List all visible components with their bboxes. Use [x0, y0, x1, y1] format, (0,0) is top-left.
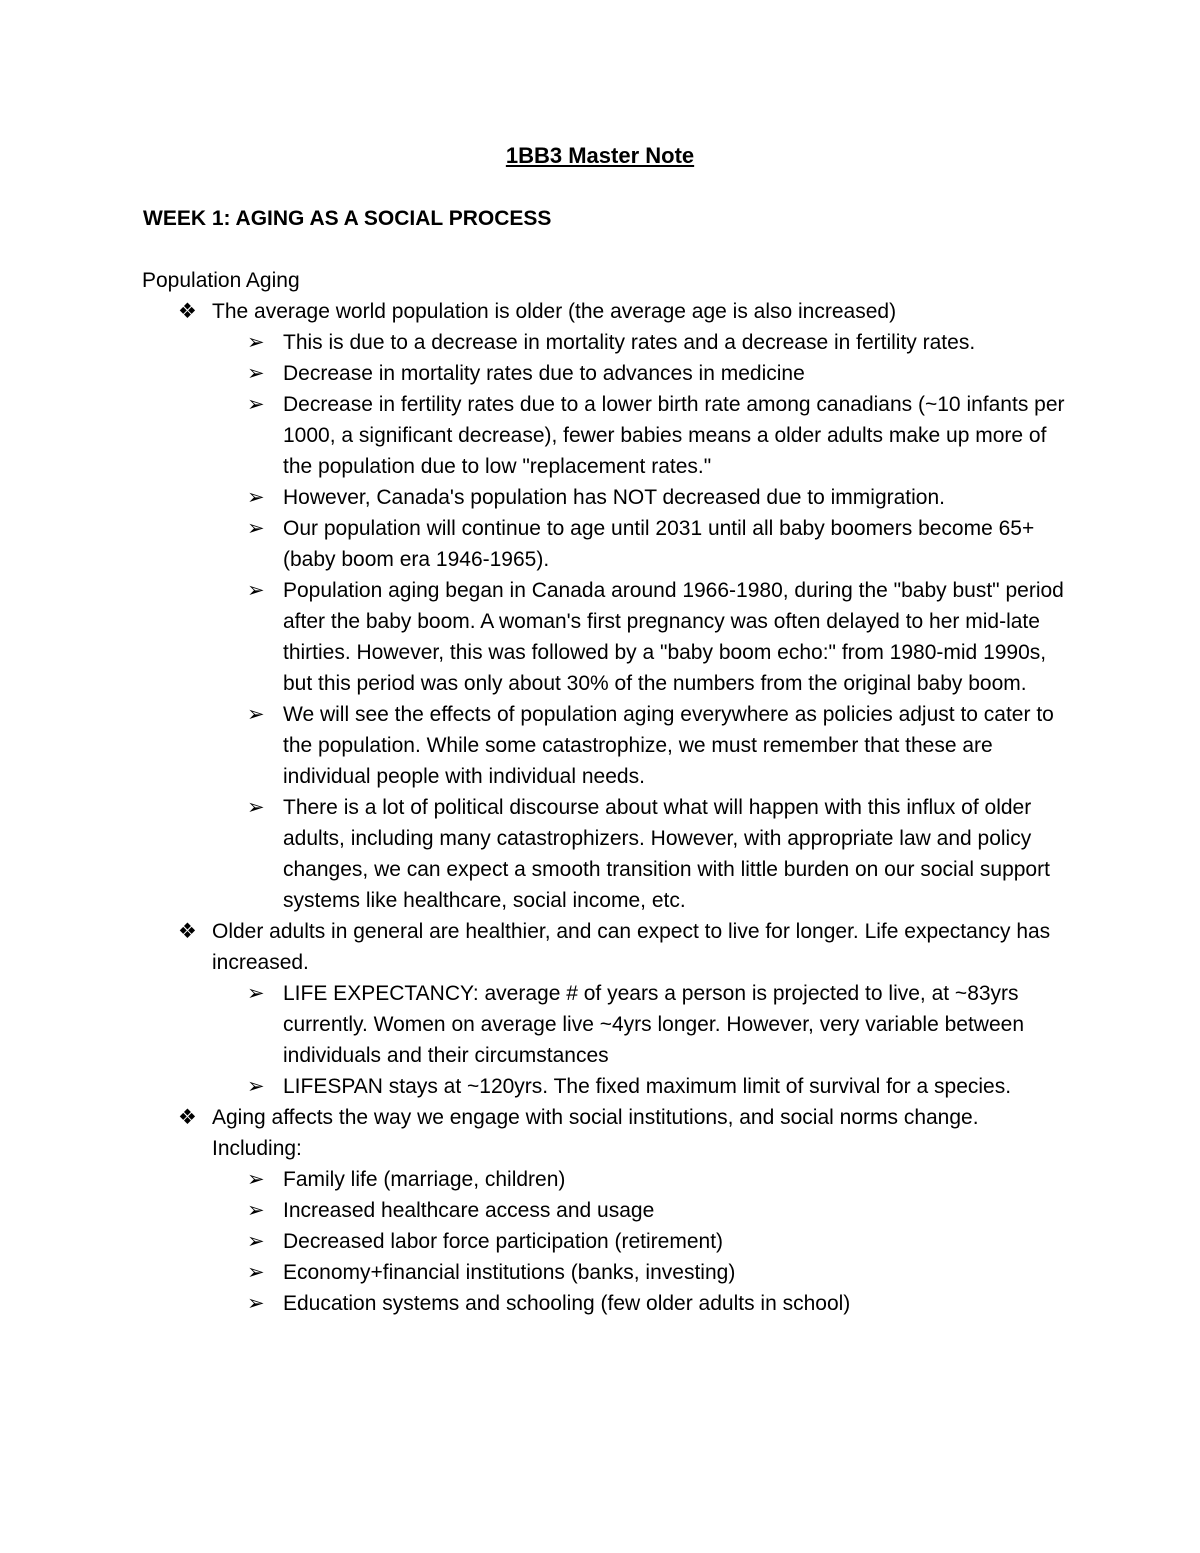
arrow-bullet-icon: ➢: [247, 486, 265, 509]
sub-bullet-text: Population aging began in Canada around 1966-1980, during the "baby bust" period after the baby boom. A woman's first pregnancy was often delayed to her mid-late thirties. However, this was followed by a "baby boom echo:" from 1980-mid 1990s, but this period was only about 30% of the numbers from the original baby boom.: [283, 579, 1064, 695]
sub-bullet-item: [0, 389, 1073, 482]
sub-bullet-item: [0, 1288, 1073, 1319]
sub-bullet-text: Our population will continue to age until 2031 until all baby boomers become 65+ (baby boom era 1946-1965).: [283, 517, 1035, 571]
arrow-bullet-icon: ➢: [247, 982, 265, 1005]
arrow-bullet-icon: ➢: [247, 796, 265, 819]
sub-bullet-item: [0, 1257, 1073, 1288]
arrow-bullet-icon: ➢: [247, 331, 265, 354]
sub-bullet-text: Family life (marriage, children): [283, 1168, 566, 1191]
sub-bullet-item: [0, 482, 1073, 513]
sub-bullet-item: [0, 978, 1073, 1071]
sub-bullet-item: [0, 327, 1073, 358]
sub-bullet-text: LIFE EXPECTANCY: average # of years a person is projected to live, at ~83yrs currently. Women on average live ~4yrs longer. However, very variable between individuals and their circumstances: [283, 982, 1025, 1067]
bullet-text: Older adults in general are healthier, and can expect to live for longer. Life expectancy has increased.: [212, 920, 1051, 974]
arrow-bullet-icon: ➢: [247, 1199, 265, 1222]
sub-bullet-item: [0, 1071, 1073, 1102]
diamond-bullet-icon: ❖: [178, 300, 197, 323]
section-heading: Population Aging: [142, 269, 300, 292]
sub-bullet-item: [0, 699, 1073, 792]
sub-bullet-text: Decreased labor force participation (retirement): [283, 1230, 724, 1253]
arrow-bullet-icon: ➢: [247, 1261, 265, 1284]
sub-bullet-item: [0, 1164, 1073, 1195]
arrow-bullet-icon: ➢: [247, 1230, 265, 1253]
bullet-item: [0, 1102, 1072, 1164]
sub-bullet-text: There is a lot of political discourse about what will happen with this influx of older adults, including many catastrophizers. However, with appropriate law and policy changes, we can expect a smooth transition with little burden on our social support systems like healthcare, social income, etc.: [283, 796, 1050, 912]
bullet-item: [0, 916, 1072, 978]
arrow-bullet-icon: ➢: [247, 393, 265, 416]
bullet-text: Aging affects the way we engage with social institutions, and social norms change. Including:: [212, 1106, 979, 1160]
bullet-text: The average world population is older (the average age is also increased): [212, 300, 897, 323]
sub-bullet-item: [0, 1226, 1073, 1257]
arrow-bullet-icon: ➢: [247, 1168, 265, 1191]
sub-bullet-item: [0, 1195, 1073, 1226]
sub-bullet-item: [0, 792, 1073, 916]
sub-bullet-text: Economy+financial institutions (banks, investing): [283, 1261, 736, 1284]
arrow-bullet-icon: ➢: [247, 517, 265, 540]
sub-bullet-text: Decrease in fertility rates due to a lower birth rate among canadians (~10 infants per 1000, a significant decrease), fewer babies means a older adults make up more of the population due to low "replacement rates.": [283, 393, 1065, 478]
arrow-bullet-icon: ➢: [247, 703, 265, 726]
document-title: 1BB3 Master Note: [505, 143, 695, 168]
diamond-bullet-icon: ❖: [178, 920, 197, 943]
sub-bullet-item: [0, 575, 1073, 699]
week-heading: WEEK 1: AGING AS A SOCIAL PROCESS: [143, 207, 552, 230]
bullet-item: [0, 296, 1072, 327]
sub-bullet-text: Increased healthcare access and usage: [283, 1199, 655, 1222]
sub-bullet-text: However, Canada's population has NOT decreased due to immigration.: [283, 486, 945, 509]
sub-bullet-item: [0, 513, 1073, 575]
arrow-bullet-icon: ➢: [247, 1075, 265, 1098]
arrow-bullet-icon: ➢: [247, 579, 265, 602]
sub-bullet-item: [0, 358, 1073, 389]
diamond-bullet-icon: ❖: [178, 1106, 197, 1129]
bullet-outline: [0, 296, 1200, 1319]
sub-bullet-text: Education systems and schooling (few older adults in school): [283, 1292, 851, 1315]
sub-bullet-text: LIFESPAN stays at ~120yrs. The fixed maximum limit of survival for a species.: [283, 1075, 1012, 1098]
sub-bullet-text: This is due to a decrease in mortality rates and a decrease in fertility rates.: [283, 331, 976, 354]
sub-bullet-text: We will see the effects of population aging everywhere as policies adjust to cater to the population. While some catastrophize, we must remember that these are individual people with individual needs.: [283, 703, 1054, 788]
arrow-bullet-icon: ➢: [247, 362, 265, 385]
sub-bullet-text: Decrease in mortality rates due to advances in medicine: [283, 362, 805, 385]
arrow-bullet-icon: ➢: [247, 1292, 265, 1315]
